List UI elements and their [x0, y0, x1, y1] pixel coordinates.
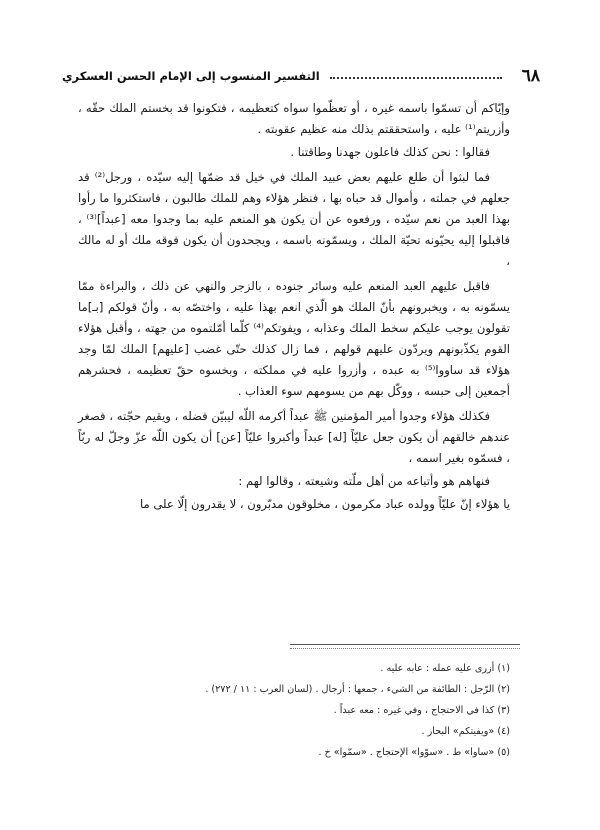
footnote: (٤) «ويفيتكم» البحار .	[421, 726, 510, 737]
footnote-separator-dotted	[290, 648, 520, 649]
footnote: (٢) الرّجل : الطائفة من الشيء ، جمعها : أرجال . (لسان العرب : ١١ / ٢٧٢) .	[205, 684, 510, 695]
paragraph: فكذلك هؤلاء وجدوا أمير المؤمنين ﷺ عبداً أكرمه اللّه ليبيّن فضله ، ويقيم حجّته ، فصغر عندهم خالقهم أن يكون جعل عليّاً [له] عبداً وأكبروا عليّاً [عن] أن يكون اللّه عزّ وجلّ له ربّاً ، فسمّوه بغير اسمه ،	[78, 409, 510, 465]
footnotes	[160, 658, 510, 763]
page-header	[62, 66, 540, 86]
paragraph: يا هؤلاء إنّ عليّاً وولده عباد مكرمون ، مخلوقون مدبّرون ، لا يقدرون إلّا على ما	[139, 497, 510, 511]
page-number: ٦٨	[521, 66, 540, 86]
paragraph: وإيّاكم أن تسمّوا باسمه غيره ، أو تعظّموا سواه كتعظيمه ، فتكونوا قد بخستم الملك حقّه ، وأزريتم⁽¹⁾ عليه ، واستحققتم بذلك منه عظيم عقوبته .	[78, 101, 510, 136]
header-dotted-rule	[330, 77, 502, 79]
main-text	[78, 98, 510, 517]
paragraph: فنهاهم هو وأتباعه من أهل ملّته وشيعته ، وقالوا لهم :	[238, 474, 490, 488]
paragraph: فاقبل عليهم العبد المنعم عليه وسائر جنوده ، بالزجر والنهي عن ذلك ، والبراءة ممّا يسمّونه به ، ويخبرونهم بأنّ الملك هو الّذي انعم بهذا عليه ، واختصّه به ، وأنّ قولكم [بـ]ما تقولون يوجب عليكم سخط الملك وعذابه ، ويفوتكم⁽⁴⁾ كلّما أمّلتموه من جهته ، وأقبل هؤلاء القوم يكذّبونهم ويردّون عليهم قولهم ، فما زال كذلك حتّى غضب [عليهم] الملك لمّا وجد هؤلاء قد ساووا⁽⁵⁾ به عبده ، وأزروا عليه في مملكته ، وبخسوه حقّ تعظيمه ، فحشرهم أجمعين إلى حبسه ، ووكّل بهم من يسومهم سوء العذاب .	[78, 279, 510, 398]
paragraph: فما لبثوا أن طلع عليهم بعض عبيد الملك في خيل قد ضمّها إليه سيّده ، ورجل⁽²⁾ قد جعلهم في جملته ، وأموال قد حباه بها ، فنظر هؤلاء وهم للملك طالبون ، فاستكثروا ما رأوا بهذا العبد من نعم سيّده ، ورفعوه عن أن يكون هو المنعم عليه بما وجدوا معه [عبداً]⁽³⁾ ، فاقبلوا إليه يحيّونه تحيّة الملك ، ويسمّونه باسمه ، ويجحدون أن يكون فوقه ملك أو له مالك ،	[78, 170, 510, 268]
paragraph: فقالوا : نحن كذلك فاعلون جهدنا وطاقتنا .	[290, 145, 490, 159]
running-title: التفسير المنسوب إلى الإمام الحسن العسكري	[62, 69, 320, 83]
footnote: (١) أزرى عليه عمله : عابه عليه .	[380, 663, 510, 674]
footnote: (٥) «ساوا» ط . «سوّوا» الإحتجاج . «سمّوا» خ .	[318, 747, 510, 758]
footnote-separator	[290, 644, 520, 645]
footnote: (٣) كذا في الاحتجاج ، وفي غيره : معه عبداً .	[333, 705, 510, 716]
